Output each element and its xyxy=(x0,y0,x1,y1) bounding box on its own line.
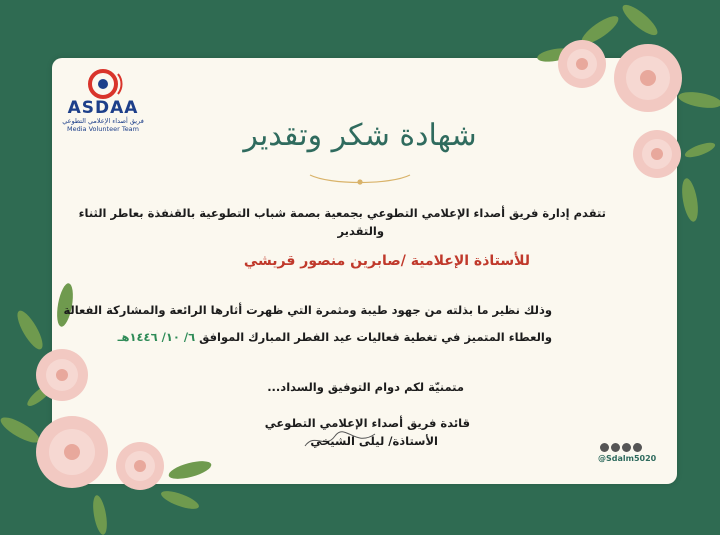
signer-title: قائدة فريق أصداء الإعلامي التطوعي xyxy=(264,416,470,430)
flower-top-right-3 xyxy=(633,130,681,178)
body-line-1: وذلك نظير ما بذلته من جهود طيبة ومثمرة التي ظهرت أثارها الرائعة والمشاركة الفعالة xyxy=(63,303,552,317)
social-handle: @Sdalm5020 xyxy=(598,454,657,463)
logo-mic-icon xyxy=(60,68,146,100)
hijri-date: ٦/ ١٠/ ١٤٤٦هـ xyxy=(117,330,196,344)
logo-name: ASDAA xyxy=(67,98,139,118)
flower-bottom-left-1 xyxy=(36,349,88,401)
certificate-title: شهادة شكر وتقدير xyxy=(243,118,477,153)
signer-name: الأستاذة/ ليلى الشيخي xyxy=(310,434,438,448)
flower-bottom-left-3 xyxy=(116,442,164,490)
leaf-group-bottom-left xyxy=(0,282,213,536)
intro-line-1: تتقدم إدارة فريق أصداء الإعلامي التطوعي بجمعية بصمة شباب التطوعية بالقنفذة بعاطر الثناء xyxy=(78,206,606,220)
leaf-group-top-right xyxy=(536,0,720,222)
instagram-icon xyxy=(611,443,620,452)
snapchat-icon xyxy=(622,443,631,452)
recipient-name: للأستاذة الإعلامية /صابرين منصور قريشي xyxy=(243,253,530,269)
telegram-icon xyxy=(633,443,642,452)
flower-top-right-2 xyxy=(558,40,606,88)
closing-wish: متمنيّة لكم دوام التوفيق والسداد... xyxy=(267,380,464,394)
body-line-2-text: والعطاء المتميز في تغطية فعاليات عيد الفطر المبارك الموافق xyxy=(199,330,552,344)
flower-bottom-left-2 xyxy=(36,416,108,488)
body-line-2 xyxy=(118,330,552,344)
asdaa-logo xyxy=(60,68,146,134)
flower-top-right-1 xyxy=(614,44,682,112)
logo-english-text: Media Volunteer Team xyxy=(66,125,140,133)
title-ornament xyxy=(310,175,410,184)
twitter-icon xyxy=(600,443,609,452)
social-icons xyxy=(600,437,656,449)
intro-line-2: والتقدير xyxy=(337,224,384,238)
logo-arabic-text: فريق أصداء الإعلامي التطوعي xyxy=(62,117,144,125)
